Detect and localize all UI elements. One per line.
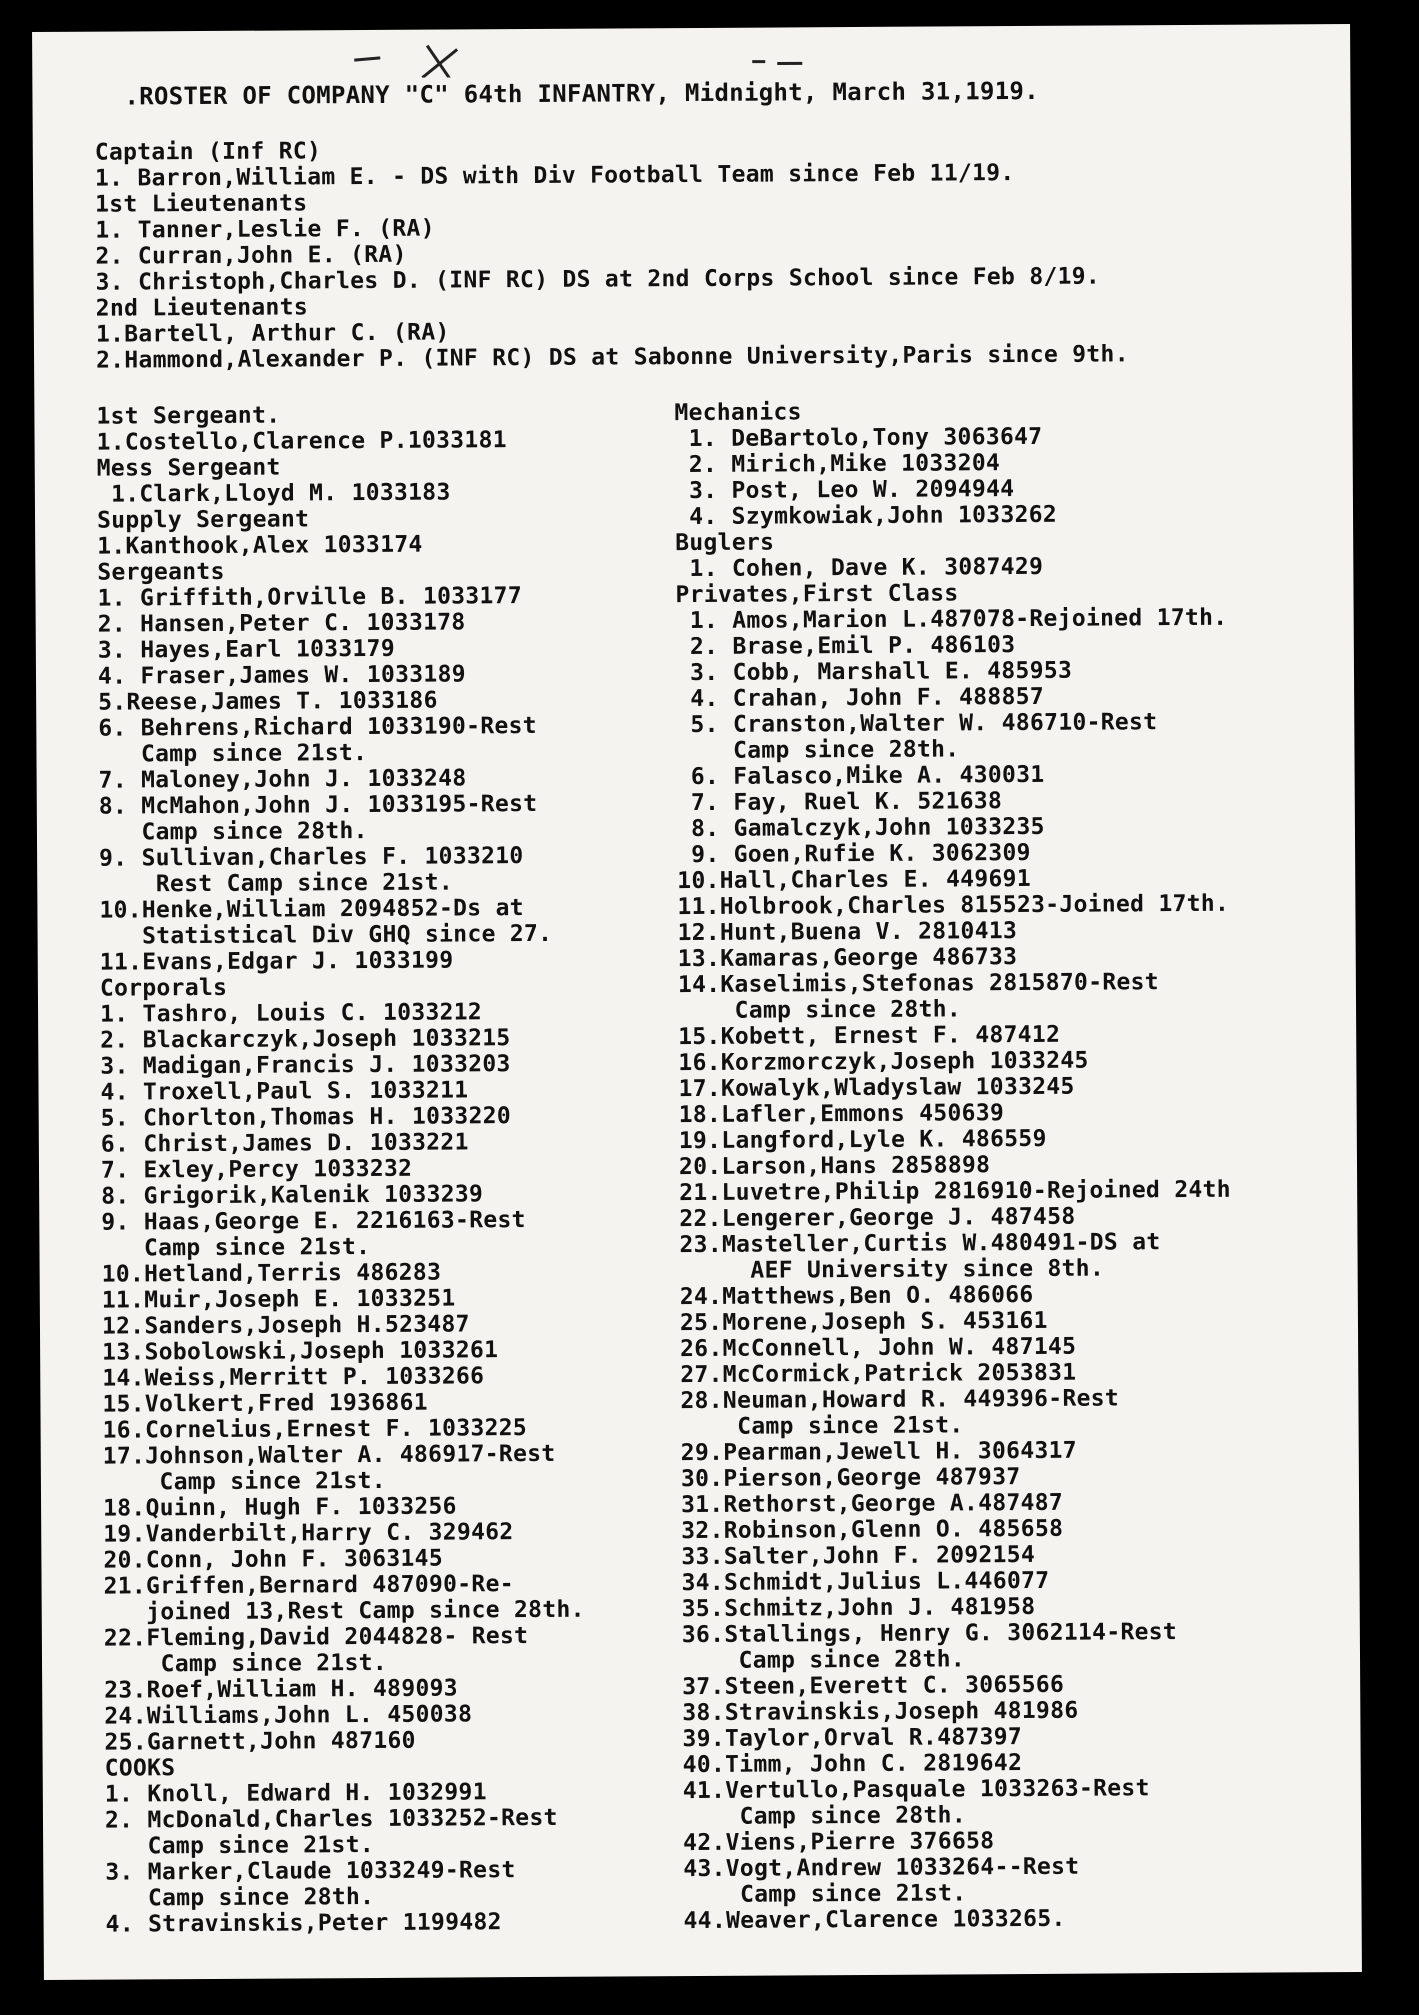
officer-line: 1. Tanner,Leslie F. (RA) [95,215,435,244]
roster-line-right: 3. Post, Leo W. 2094944 [674,476,1015,505]
roster-line-left: 4. Troxell,Paul S. 1033211 [100,1077,469,1106]
roster-line-right: Camp since 21st. [680,1412,964,1441]
roster-line-left: 9. Sullivan,Charles F. 1033210 [99,843,524,872]
roster-line-left: Camp since 21st. [103,1649,388,1678]
roster-line-left: 6. Behrens,Richard 1033190-Rest [98,712,537,742]
roster-line-right: 4. Crahan, John F. 488857 [676,683,1045,713]
officer-line: 1st Lieutenants [95,190,308,218]
roster-line-right: 10.Hall,Charles E. 449691 [677,865,1032,895]
roster-line-right: 5. Cranston,Walter W. 486710-Rest [676,709,1158,739]
roster-line-left: 1. Knoll, Edward H. 1032991 [104,1779,487,1808]
roster-line-left: Statistical Div GHQ since 27. [99,920,553,950]
roster-line-right: 7. Fay, Ruel K. 521638 [676,788,1003,817]
roster-line-right: 13.Kamaras,George 486733 [677,944,1018,973]
roster-line-left: 5.Reese,James T. 1033186 [98,687,438,716]
roster-line-left: Mess Sergeant [96,454,281,482]
roster-line-left: Camp since 28th. [105,1883,375,1912]
roster-line-left: 10.Hetland,Terris 486283 [101,1259,442,1288]
roster-line-right: 15.Kobett, Ernest F. 487412 [678,1021,1061,1051]
roster-line-left: 15.Volkert,Fred 1936861 [102,1389,428,1418]
roster-line-right: 1. Amos,Marion L.487078-Rejoined 17th. [675,604,1228,635]
roster-line-right: 40.Timm, John C. 2819642 [682,1750,1023,1779]
roster-line-right: 14.Kaselimis,Stefonas 2815870-Rest [677,969,1159,999]
roster-line-right: 6. Falasco,Mike A. 430031 [676,761,1045,791]
roster-line-left: joined 13,Rest Camp since 28th. [103,1596,585,1626]
roster-line-left: Corporals [99,974,228,1002]
roster-line-left: 14.Weiss,Merritt P. 1033266 [102,1363,485,1392]
roster-line-right: 28.Neuman,Howard R. 449396-Rest [680,1385,1120,1415]
roster-line-right: 2. Mirich,Mike 1033204 [674,450,1001,479]
roster-line-left: 20.Conn, John F. 3063145 [103,1545,444,1574]
roster-line-right: 29.Pearman,Jewell H. 3064317 [680,1437,1077,1467]
roster-line-right: Mechanics [674,399,802,427]
document-title: .ROSTER OF COMPANY "C" 64th INFANTRY, Midnight, March 31,1919. [124,76,1039,111]
roster-line-right: Camp since 28th. [681,1646,966,1675]
roster-line-left: 1.Costello,Clarence P.1033181 [96,427,507,456]
roster-line-right: 22.Lengerer,George J. 487458 [679,1203,1076,1233]
roster-line-right: Camp since 28th. [682,1802,967,1831]
roster-line-left: 6. Christ,James D. 1033221 [100,1129,469,1158]
roster-line-left: Camp since 21st. [101,1234,371,1262]
roster-line-left: 17.Johnson,Walter A. 486917-Rest [102,1440,556,1470]
roster-line-right: 2. Brase,Emil P. 486103 [675,632,1016,661]
roster-line-left: Camp since 21st. [102,1467,386,1496]
roster-line-right: 8. Gamalczyk,John 1033235 [676,813,1045,843]
roster-line-right: 1. Cohen, Dave K. 3087429 [675,553,1044,583]
roster-line-right: 35.Schmitz,John J. 481958 [681,1593,1036,1623]
roster-line-right: 30.Pierson,George 487937 [680,1464,1021,1493]
roster-line-right: 16.Korzmorczyk,Joseph 1033245 [678,1047,1089,1077]
roster-line-right: Buglers [675,529,775,557]
officer-line: Captain (Inf RC) [94,138,322,166]
roster-line-left: Camp since 28th. [98,818,368,846]
roster-line-right: 20.Larson,Hans 2858898 [678,1152,991,1181]
roster-line-left: 7. Exley,Percy 1033232 [100,1155,413,1184]
roster-line-left: 21.Griffen,Bernard 487090-Re- [103,1571,514,1600]
roster-line-right: Privates,First Class [675,580,959,609]
officer-line: 2.Hammond,Alexander P. (INF RC) DS at Sabonne University,Paris since 9th. [95,341,1129,374]
roster-line-left: 9. Haas,George E. 2216163-Rest [101,1207,526,1236]
roster-line-left: Camp since 21st. [105,1831,375,1860]
roster-line-left: 10.Henke,William 2094852-Ds at [99,895,524,924]
roster-line-left: 19.Vanderbilt,Harry C. 329462 [103,1519,514,1548]
roster-line-right: 33.Salter,John F. 2092154 [681,1541,1036,1571]
roster-line-left: Sergeants [97,558,225,586]
officer-line: 2. Curran,John E. (RA) [95,241,407,270]
roster-line-right: Camp since 21st. [683,1880,967,1909]
roster-line-right: 4. Szymkowiak,John 1033262 [674,501,1058,531]
roster-line-right: 43.Vogt,Andrew 1033264--Rest [683,1853,1080,1883]
roster-line-right: 36.Stallings, Henry G. 3062114-Rest [681,1619,1178,1649]
roster-line-right: 39.Taylor,Orval R.487397 [682,1724,1023,1753]
roster-line-left: 24.Williams,John L. 450038 [104,1701,473,1730]
document-page [32,24,1362,1980]
roster-line-left: 4. Stravinskis,Peter 1199482 [105,1909,502,1938]
roster-line-left: 22.Fleming,David 2044828- Rest [103,1623,529,1652]
roster-line-left: 1. Tashro, Louis C. 1033212 [99,999,483,1028]
roster-line-left: 5. Chorlton,Thomas H. 1033220 [100,1103,512,1132]
officer-line: 1.Bartell, Arthur C. (RA) [95,319,450,348]
roster-line-left: 25.Garnett,John 487160 [104,1727,416,1756]
officer-line: 2nd Lieutenants [95,294,309,322]
roster-line-left: 2. McDonald,Charles 1033252-Rest [104,1804,558,1834]
roster-line-left: 1st Sergeant. [96,402,281,430]
roster-line-left: 2. Hansen,Peter C. 1033178 [97,609,466,638]
roster-line-right: 27.McCormick,Patrick 2053831 [680,1359,1077,1389]
roster-line-left: 11.Evans,Edgar J. 1033199 [99,947,454,976]
officer-line: 1. Barron,William E. - DS with Div Football Team since Feb 11/19. [94,160,1015,192]
roster-line-right: 21.Luvetre,Philip 2816910-Rejoined 24th [679,1176,1231,1207]
roster-line-left: 8. Grigorik,Kalenik 1033239 [101,1181,484,1210]
roster-line-left: Supply Sergeant [96,506,310,534]
roster-line-left: 1. Griffith,Orville B. 1033177 [97,583,523,612]
roster-line-right: AEF University since 8th. [679,1255,1105,1285]
roster-text [32,24,1350,1938]
roster-line-right: 3. Cobb, Marshall E. 485953 [675,657,1073,687]
roster-line-left: 16.Cornelius,Ernest F. 1033225 [102,1415,528,1444]
roster-line-right: 1. DeBartolo,Tony 3063647 [674,423,1043,453]
roster-line-left: 13.Sobolowski,Joseph 1033261 [102,1337,499,1366]
roster-line-left: 11.Muir,Joseph E. 1033251 [101,1285,456,1314]
roster-line-right: 17.Kowalyk,Wladyslaw 1033245 [678,1073,1075,1103]
roster-line-right: Camp since 28th. [677,996,962,1025]
roster-line-right: 19.Langford,Lyle K. 486559 [678,1125,1047,1155]
roster-line-right: 41.Vertullo,Pasquale 1033263-Rest [682,1775,1150,1805]
roster-line-right: 31.Rethorst,George A.487487 [680,1489,1064,1519]
roster-line-left: 23.Roef,William H. 489093 [104,1675,458,1704]
roster-line-left: 1.Clark,Lloyd M. 1033183 [96,479,451,508]
roster-line-right: 44.Weaver,Clarence 1033265. [683,1905,1066,1935]
officer-line: 3. Christoph,Charles D. (INF RC) DS at 2nd Corps School since Feb 8/19. [95,263,1101,296]
roster-line-right: 26.McConnell, John W. 487145 [680,1333,1077,1363]
roster-line-right: 9. Goen,Rufie K. 3062309 [677,839,1031,869]
roster-line-left: Rest Camp since 21st. [99,869,454,898]
roster-line-right: Camp since 28th. [676,736,960,765]
roster-line-right: 11.Holbrook,Charles 815523-Joined 17th. [677,890,1230,921]
roster-line-left: 3. Madigan,Francis J. 1033203 [100,1051,511,1080]
roster-line-left: 2. Blackarczyk,Joseph 1033215 [100,1025,511,1054]
roster-line-left: 1.Kanthook,Alex 1033174 [97,531,423,560]
roster-line-right: 18.Lafler,Emmons 450639 [678,1100,1005,1129]
roster-line-left: 18.Quinn, Hugh F. 1033256 [103,1493,457,1522]
roster-line-right: 24.Matthews,Ben O. 486066 [679,1281,1034,1311]
roster-line-right: 23.Masteller,Curtis W.480491-DS at [679,1229,1161,1259]
roster-line-right: 25.Morene,Joseph S. 453161 [679,1307,1048,1337]
roster-line-right: 32.Robinson,Glenn O. 485658 [681,1515,1064,1545]
roster-line-left: 3. Hayes,Earl 1033179 [97,635,396,664]
roster-line-left: 8. McMahon,John J. 1033195-Rest [98,790,538,820]
roster-line-right: 38.Stravinskis,Joseph 481986 [682,1697,1079,1727]
roster-line-left: 12.Sanders,Joseph H.523487 [101,1311,470,1340]
roster-line-left: 4. Fraser,James W. 1033189 [97,661,466,690]
pencil-marks [32,32,1350,80]
roster-line-right: 42.Viens,Pierre 376658 [683,1828,995,1857]
roster-line-right: 37.Steen,Everett C. 3065566 [682,1671,1065,1701]
roster-line-left: 3. Marker,Claude 1033249-Rest [105,1857,516,1886]
roster-line-right: 12.Hunt,Buena V. 2810413 [677,918,1018,947]
roster-line-left: 7. Maloney,John J. 1033248 [98,765,467,794]
roster-line-left: Camp since 21st. [98,740,368,768]
roster-line-right: 34.Schmidt,Julius L.446077 [681,1567,1050,1597]
roster-line-left: COOKS [104,1755,176,1782]
